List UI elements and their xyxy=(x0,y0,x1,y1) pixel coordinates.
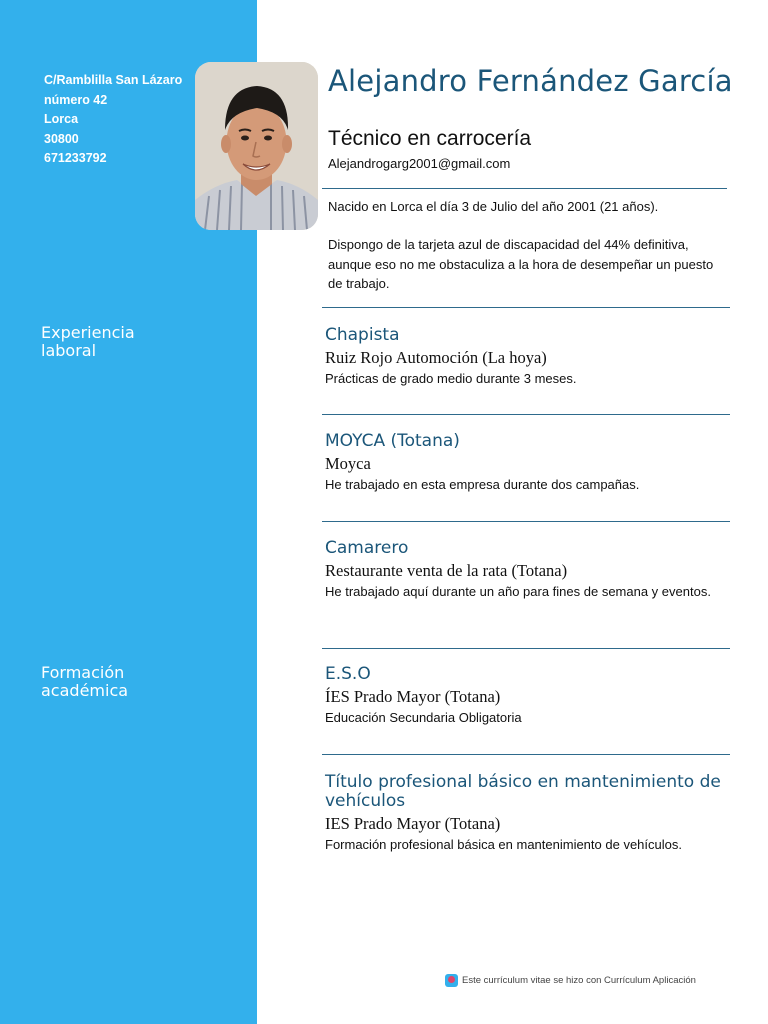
entry-description: Educación Secundaria Obligatoria xyxy=(325,710,522,725)
footer-credit[interactable] xyxy=(445,974,696,987)
entry-organization: Restaurante venta de la rata (Totana) xyxy=(325,561,568,580)
entry-title: Chapista xyxy=(325,325,400,345)
experience-entry xyxy=(325,432,730,494)
divider xyxy=(322,307,730,308)
candidate-name: Alejandro Fernández García xyxy=(328,64,733,98)
email-address: Alejandrogarg2001@gmail.com xyxy=(328,156,511,171)
education-entry xyxy=(325,665,730,727)
address-line: número 42 xyxy=(44,92,108,107)
portrait-image xyxy=(195,62,318,230)
entry-description: He trabajado en esta empresa durante dos campañas. xyxy=(325,477,640,492)
divider xyxy=(322,648,730,649)
experience-entry xyxy=(325,326,730,388)
section-heading-education: Formación académica xyxy=(41,663,129,700)
divider xyxy=(322,521,730,522)
job-title: Técnico en carrocería xyxy=(328,127,532,150)
address-line: Lorca xyxy=(44,112,79,126)
education-entry xyxy=(325,773,730,854)
profile-photo xyxy=(195,62,318,230)
bio-disability: Dispongo de la tarjeta azul de discapacidad del 44% definitiva, aunque eso no me obstaculiza a la hora de desempeñar un puesto de trabajo. xyxy=(328,237,714,291)
entry-title: Título profesional básico en mantenimiento de vehículos xyxy=(325,772,721,811)
divider xyxy=(322,414,730,415)
divider xyxy=(322,188,727,189)
entry-title: Camarero xyxy=(325,538,409,558)
entry-organization: Moyca xyxy=(325,454,371,473)
bio-birth: Nacido en Lorca el día 3 de Julio del año 2001 (21 años). xyxy=(328,199,659,214)
footer-text: Este currículum vitae se hizo con Currículum Aplicación xyxy=(462,975,696,986)
experience-entry xyxy=(325,539,730,601)
contact-address xyxy=(44,71,194,169)
divider xyxy=(322,754,730,755)
address-line: C/Ramblilla San Lázaro xyxy=(44,73,183,87)
entry-title: E.S.O xyxy=(325,664,371,684)
address-line: 30800 xyxy=(44,131,79,146)
entry-description: He trabajado aquí durante un año para fines de semana y eventos. xyxy=(325,584,711,599)
phone-number: 671233792 xyxy=(44,151,107,165)
section-heading-experience: Experiencia laboral xyxy=(41,323,135,360)
entry-description: Prácticas de grado medio durante 3 meses. xyxy=(325,371,577,386)
entry-organization: Ruiz Rojo Automoción (La hoya) xyxy=(325,348,547,367)
entry-organization: ÍES Prado Mayor (Totana) xyxy=(325,687,501,706)
entry-organization: IES Prado Mayor (Totana) xyxy=(325,814,501,833)
entry-description: Formación profesional básica en mantenimiento de vehículos. xyxy=(325,837,682,852)
app-logo-icon xyxy=(445,974,458,987)
entry-title: MOYCA (Totana) xyxy=(325,431,460,451)
